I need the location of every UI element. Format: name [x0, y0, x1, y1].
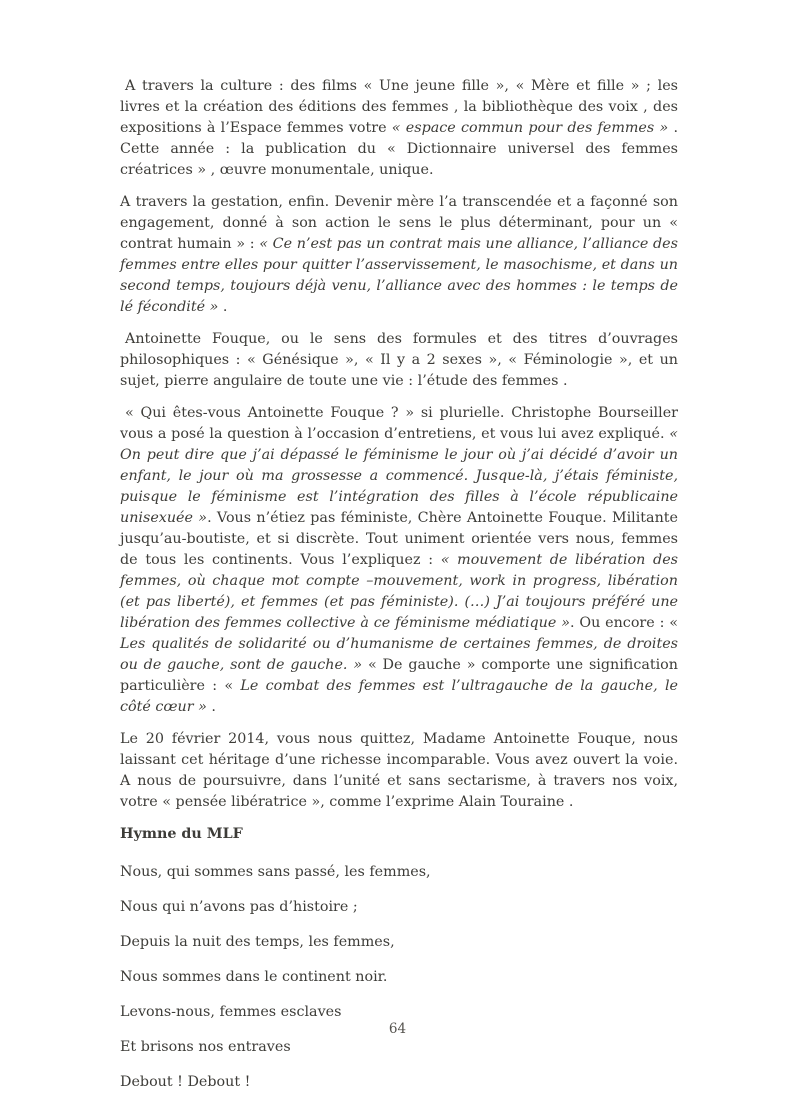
- text-run: Le 20 février 2014, vous nous quittez, Madame Antoinette Fouque, nous laissant cet héritage d’une richesse incomparable. Vous avez ouvert la voie. A nous de poursuivre, dans l’unité et sans sectarisme, à travers nos voix, votre « pensée libératrice », comme l’exprime Alain Touraine .: [120, 731, 678, 810]
- paragraph: [120, 329, 678, 392]
- text-run: « De gauche » comporte une signification particulière : «: [120, 657, 678, 694]
- text-run: A travers la gestation, enfin. Devenir mère l’a transcendée et a façonné son engagement, donné à son action le sens le plus déterminant, pour un « contrat humain » :: [120, 194, 678, 252]
- verse-line: [120, 1072, 678, 1093]
- text-run: Nous sommes dans le continent noir.: [120, 969, 388, 985]
- verse-line: [120, 1002, 678, 1023]
- text-run: Nous qui n’avons pas d’histoire ;: [120, 899, 358, 915]
- text-run: . Vous n’étiez pas féministe, Chère Antoinette Fouque. Militante jusqu’au-boutiste, et si discrète. Tout uniment orientée vers nous, femmes de tous les continents. Vous l’expliquez :: [120, 510, 678, 568]
- text-run: . Ou encore : «: [569, 615, 678, 631]
- text-run: Debout ! Debout !: [120, 1074, 251, 1090]
- verse-line: [120, 932, 678, 953]
- text-run: Hymne du MLF: [120, 826, 243, 842]
- italic-text-run: « espace commun pour des femmes »: [391, 120, 669, 136]
- paragraph: [120, 403, 678, 718]
- italic-text-run: « mouvement de libération des femmes, où chaque mot compte –mouvement, work in progress, libération (et pas liberté), et femmes (et pas féministe). (…) J’ai toujours préféré une libération des femmes collective à ce féminisme médiatique »: [120, 552, 678, 631]
- italic-text-run: « On peut dire que j’ai dépassé le féminisme le jour où j’ai décidé d’avoir un enfant, le jour où ma grossesse a commencé. Jusque-là, j’étais féministe, puisque le féminisme est l’intégration des filles à l’école républicaine unisexuée »: [120, 426, 678, 526]
- document-body: [120, 76, 678, 1093]
- section-heading: [120, 824, 678, 845]
- text-run: Antoinette Fouque, ou le sens des formules et des titres d’ouvrages philosophiques : « Génésique », « Il y a 2 sexes », « Féminologie », et un sujet, pierre angulaire de toute une vie : l’étude des femmes .: [120, 331, 678, 389]
- page-number: 64: [388, 1021, 407, 1037]
- italic-text-run: Les qualités de solidarité ou d’humanisme de certaines femmes, de droites ou de gauche, sont de gauche. »: [120, 636, 678, 673]
- text-run: Levons-nous, femmes esclaves: [120, 1004, 342, 1020]
- verse-line: [120, 1037, 678, 1058]
- verse-line: [120, 967, 678, 988]
- verse-line: [120, 897, 678, 918]
- text-run: « Qui êtes-vous Antoinette Fouque ? » si plurielle. Christophe Bourseiller vous a posé la question à l’occasion d’entretiens, et vous lui avez expliqué.: [120, 405, 678, 442]
- text-run: . Cette année : la publication du « Dictionnaire universel des femmes créatrices » , œuvre monumentale, unique.: [120, 120, 678, 178]
- text-run: Et brisons nos entraves: [120, 1039, 291, 1055]
- paragraph: [120, 729, 678, 813]
- text-run: A travers la culture : des films « Une jeune fille », « Mère et fille » ; les livres et la création des éditions des femmes , la bibliothèque des voix , des expositions à l’Espace femmes votre: [120, 78, 678, 136]
- paragraph: [120, 76, 678, 181]
- italic-text-run: Le combat des femmes est l’ultragauche de la gauche, le côté cœur »: [120, 678, 678, 715]
- text-run: Depuis la nuit des temps, les femmes,: [120, 934, 395, 950]
- text-run: Nous, qui sommes sans passé, les femmes,: [120, 864, 431, 880]
- italic-text-run: « Ce n’est pas un contrat mais une alliance, l’alliance des femmes entre elles pour quitter l’asservissement, le masochisme, et dans un second temps, toujours déjà venu, l’alliance avec des hommes : le temps de lé fécondité »: [120, 236, 678, 315]
- paragraph: [120, 192, 678, 318]
- text-run: .: [218, 299, 228, 315]
- text-run: .: [206, 699, 216, 715]
- verse-line: [120, 862, 678, 883]
